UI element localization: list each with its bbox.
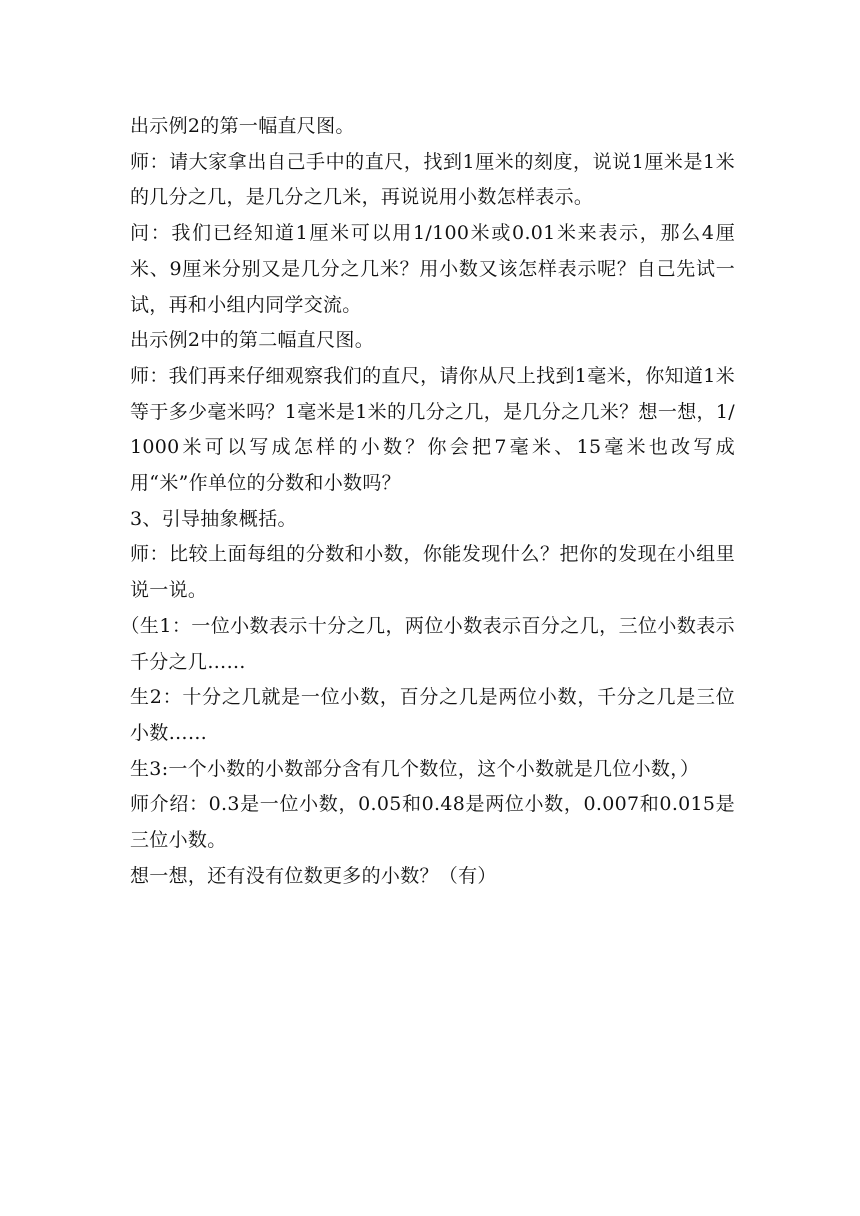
paragraph-1: 出示例2的第一幅直尺图。 [130,115,355,137]
paragraph-7: 师：比较上面每组的分数和小数，你能发现什么？把你的发现在小组里说一说。 [130,543,735,602]
paragraph-3: 问：我们已经知道1厘米可以用1/100米或0.01米来表示，那么4厘米、9厘米分别又是几分之几米？用小数又该怎样表示呢？自己先试一试，再和小组内同学交流。 [130,222,735,316]
paragraph-10: 生3:一个小数的小数部分含有几个数位，这个小数就是几位小数，） [130,757,700,780]
paragraph-11: 师介绍：0.3是一位小数，0.05和0.48是两位小数，0.007和0.015是三位小数。 [130,793,735,852]
paragraph-4: 出示例2中的第二幅直尺图。 [130,329,374,352]
paragraph-12: 想一想，还有没有位数更多的小数？（有） [130,864,497,887]
paragraph-5: 师：我们再来仔细观察我们的直尺，请你从尺上找到1毫米，你知道1米等于多少毫米吗？1毫米是1米的几分之几，是几分之几米？想一想，1/1000米可以写成怎样的小数？你会把7毫米、15毫米也改写成用“米”作单位的分数和小数吗？ [130,364,735,495]
paragraph-2: 师：请大家拿出自己手中的直尺，找到1厘米的刻度，说说1厘米是1米的几分之几，是几分之几米，再说说用小数怎样表示。 [130,150,735,209]
document-body [120,109,735,894]
paragraph-8: （生1：一位小数表示十分之几，两位小数表示百分之几，三位小数表示千分之几…… [120,614,735,673]
paragraph-6: 3、引导抽象概括。 [130,507,297,530]
paragraph-9: 生2：十分之几就是一位小数，百分之几是两位小数，千分之几是三位小数…… [130,686,735,744]
